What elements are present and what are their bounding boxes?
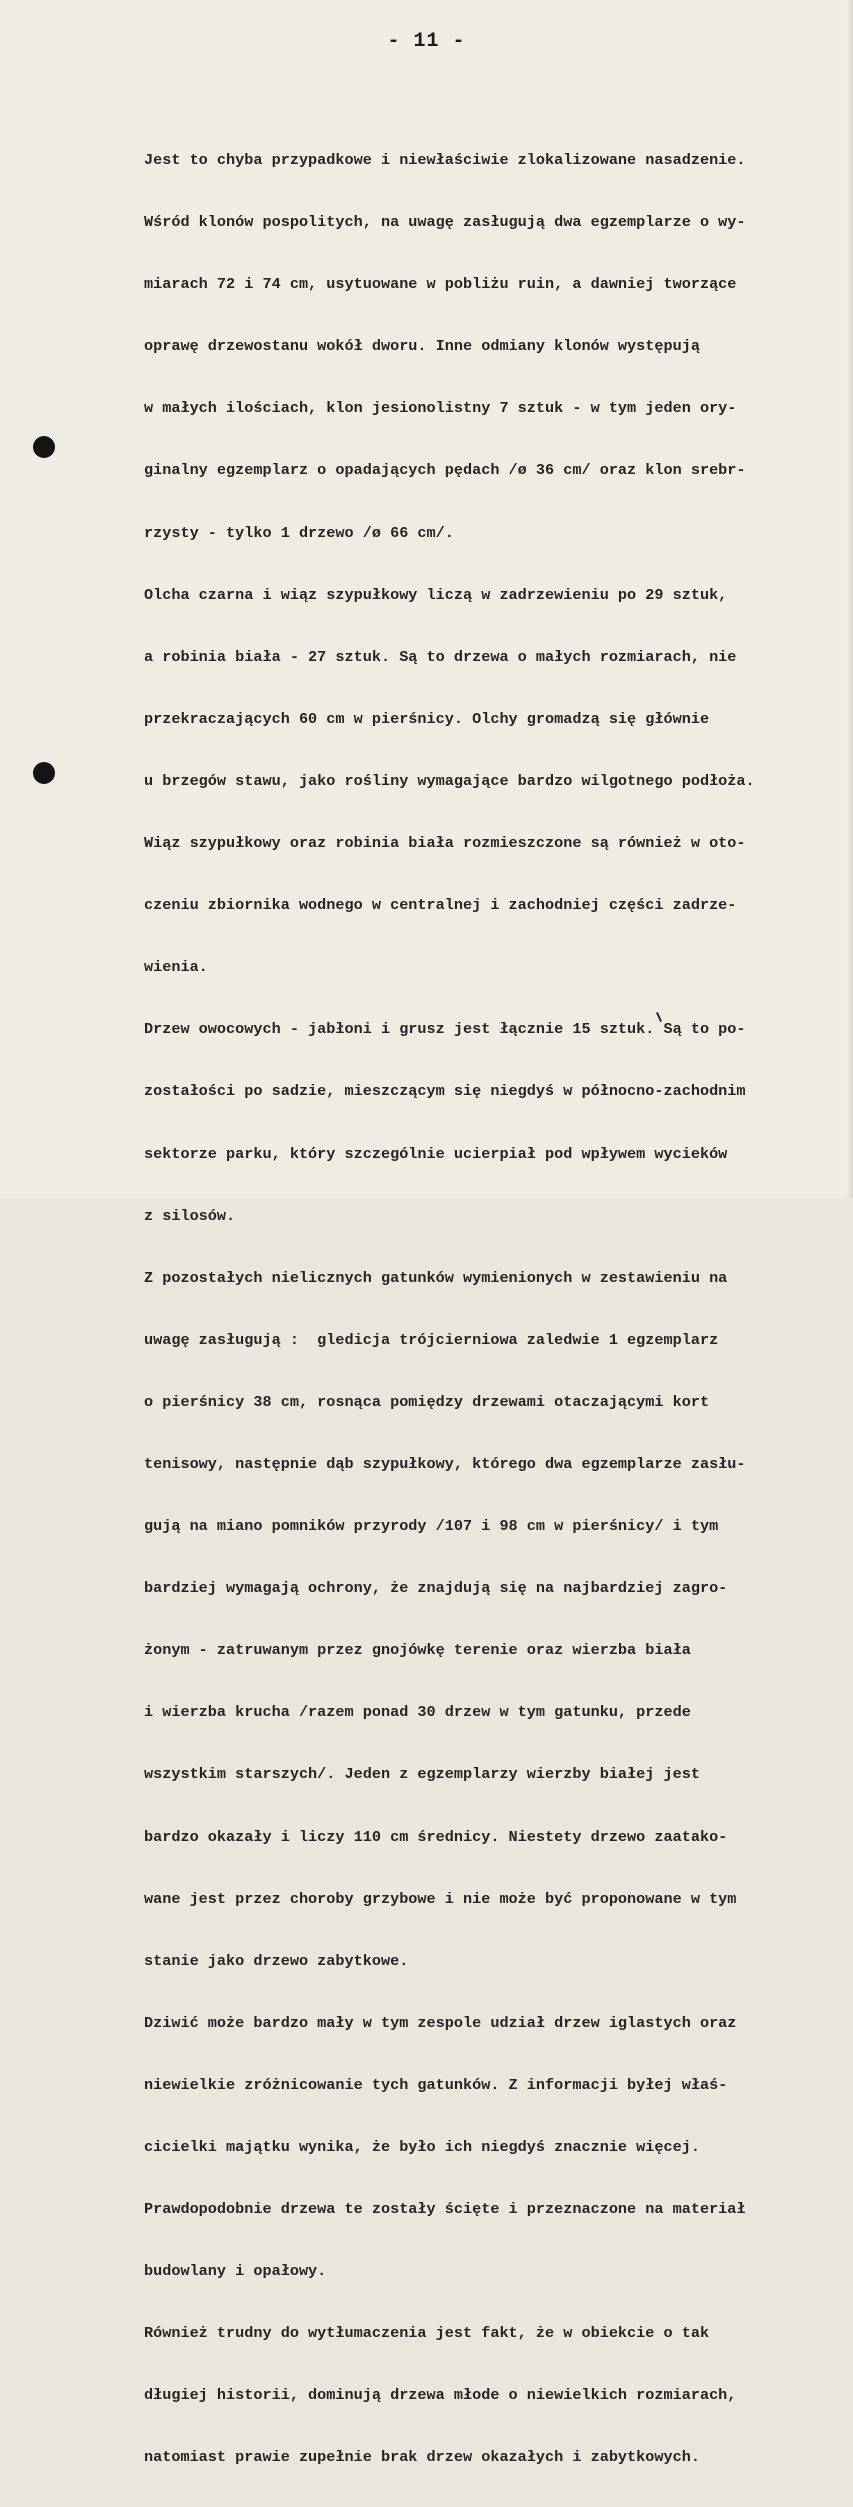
text-line: niewielkie zróżnicowanie tych gatunków. Z informacji byłej właś- xyxy=(144,2075,728,2094)
text-line: i wierzba krucha /razem ponad 30 drzew w tym gatunku, przede xyxy=(144,1703,691,1722)
text-line: Prawdopodobnie drzewa te zostały ścięte i przeznaczone na materiał xyxy=(144,2200,746,2219)
text-line: cicielki majątku wynika, że było ich niegdyś znacznie więcej. xyxy=(144,2138,700,2156)
text-line: żonym - zatruwanym przez gnojówkę terenie oraz wierzba biała xyxy=(144,1641,691,1660)
text-line: o pierśnicy 38 cm, rosnąca pomiędzy drzewami otaczającymi kort xyxy=(144,1392,710,1411)
page-edge-shadow xyxy=(847,0,853,1198)
text-line: a robinia biała - 27 sztuk. Są to drzewa o małych rozmiarach, nie xyxy=(144,647,737,666)
text-line: Wiąz szypułkowy oraz robinia biała rozmieszczone są również w oto- xyxy=(144,834,746,853)
text-line: miarach 72 i 74 cm, usytuowane w pobliżu ruin, a dawniej tworzące xyxy=(144,275,737,294)
text-line: zostałości po sadzie, mieszczącym się niegdyś w północno-zachodnim xyxy=(144,1082,746,1101)
text-line: Jest to chyba przypadkowe i niewłaściwie zlokalizowane nasadzenie. xyxy=(144,151,746,169)
text-line: Również trudny do wytłumaczenia jest fakt, że w obiekcie o tak xyxy=(144,2324,710,2343)
text-line: natomiast prawie zupełnie brak drzew okazałych i zabytkowych. xyxy=(144,2448,700,2467)
text-line: u brzegów stawu, jako rośliny wymagające bardzo wilgotnego podłoża. xyxy=(144,771,755,790)
text-line: z silosów. xyxy=(144,1206,236,1225)
text-line: rzysty - tylko 1 drzewo /ø 66 cm/. xyxy=(144,523,454,542)
punch-hole-upper xyxy=(33,436,55,458)
text-line: długiej historii, dominują drzewa młode o niewielkich rozmiarach, xyxy=(144,2386,737,2405)
text-line: bardziej wymagają ochrony, że znajdują się na najbardziej zagro- xyxy=(144,1579,728,1598)
text-line: wienia. xyxy=(144,958,208,977)
text-line: gują na miano pomników przyrody /107 i 98 cm w pierśnicy/ i tym xyxy=(144,1517,719,1536)
text-line: stanie jako drzewo zabytkowe. xyxy=(144,1951,409,1970)
text-line: przekraczających 60 cm w pierśnicy. Olchy gromadzą się głównie xyxy=(144,709,710,728)
text-line: Dziwić może bardzo mały w tym zespole udział drzew iglastych oraz xyxy=(144,2013,737,2032)
text-line: oprawę drzewostanu wokół dworu. Inne odmiany klonów występują xyxy=(144,337,700,356)
text-line: sektorze parku, który szczególnie ucierpiał pod wpływem wycieków xyxy=(144,1144,728,1163)
text-line: Wśród klonów pospolitych, na uwagę zasługują dwa egzemplarze o wy- xyxy=(144,213,746,232)
text-line: budowlany i opałowy. xyxy=(144,2262,327,2281)
text-line: czeniu zbiornika wodnego w centralnej i zachodniej części zadrze- xyxy=(144,896,737,915)
text-line: Olcha czarna i wiąz szypułkowy liczą w zadrzewieniu po 29 sztuk, xyxy=(144,585,728,604)
text-line: bardzo okazały i liczy 110 cm średnicy. Niestety drzewo zaatako- xyxy=(144,1827,728,1846)
punch-hole-lower xyxy=(33,762,55,784)
text-line: wszystkim starszych/. Jeden z egzemplarzy wierzby białej jest xyxy=(144,1765,700,1784)
body-text xyxy=(144,111,844,2507)
text-line: w małych ilościach, klon jesionolistny 7 sztuk - w tym jeden ory- xyxy=(144,399,737,418)
text-line: Drzew owocowych - jabłoni i grusz jest łącznie 15 sztuk. Są to po- xyxy=(144,1020,746,1039)
text-line: wane jest przez choroby grzybowe i nie może być proponowane w tym xyxy=(144,1889,737,1908)
text-line: ginalny egzemplarz o opadających pędach /ø 36 cm/ oraz klon srebr- xyxy=(144,461,746,480)
text-line: Z pozostałych nielicznych gatunków wymienionych w zestawieniu na xyxy=(144,1268,728,1287)
text-line: tenisowy, następnie dąb szypułkowy, którego dwa egzemplarze zasłu- xyxy=(144,1454,746,1473)
text-line: uwagę zasługują : gledicja trójcierniowa zaledwie 1 egzemplarz xyxy=(144,1330,719,1349)
page-number: - 11 - xyxy=(387,30,466,53)
